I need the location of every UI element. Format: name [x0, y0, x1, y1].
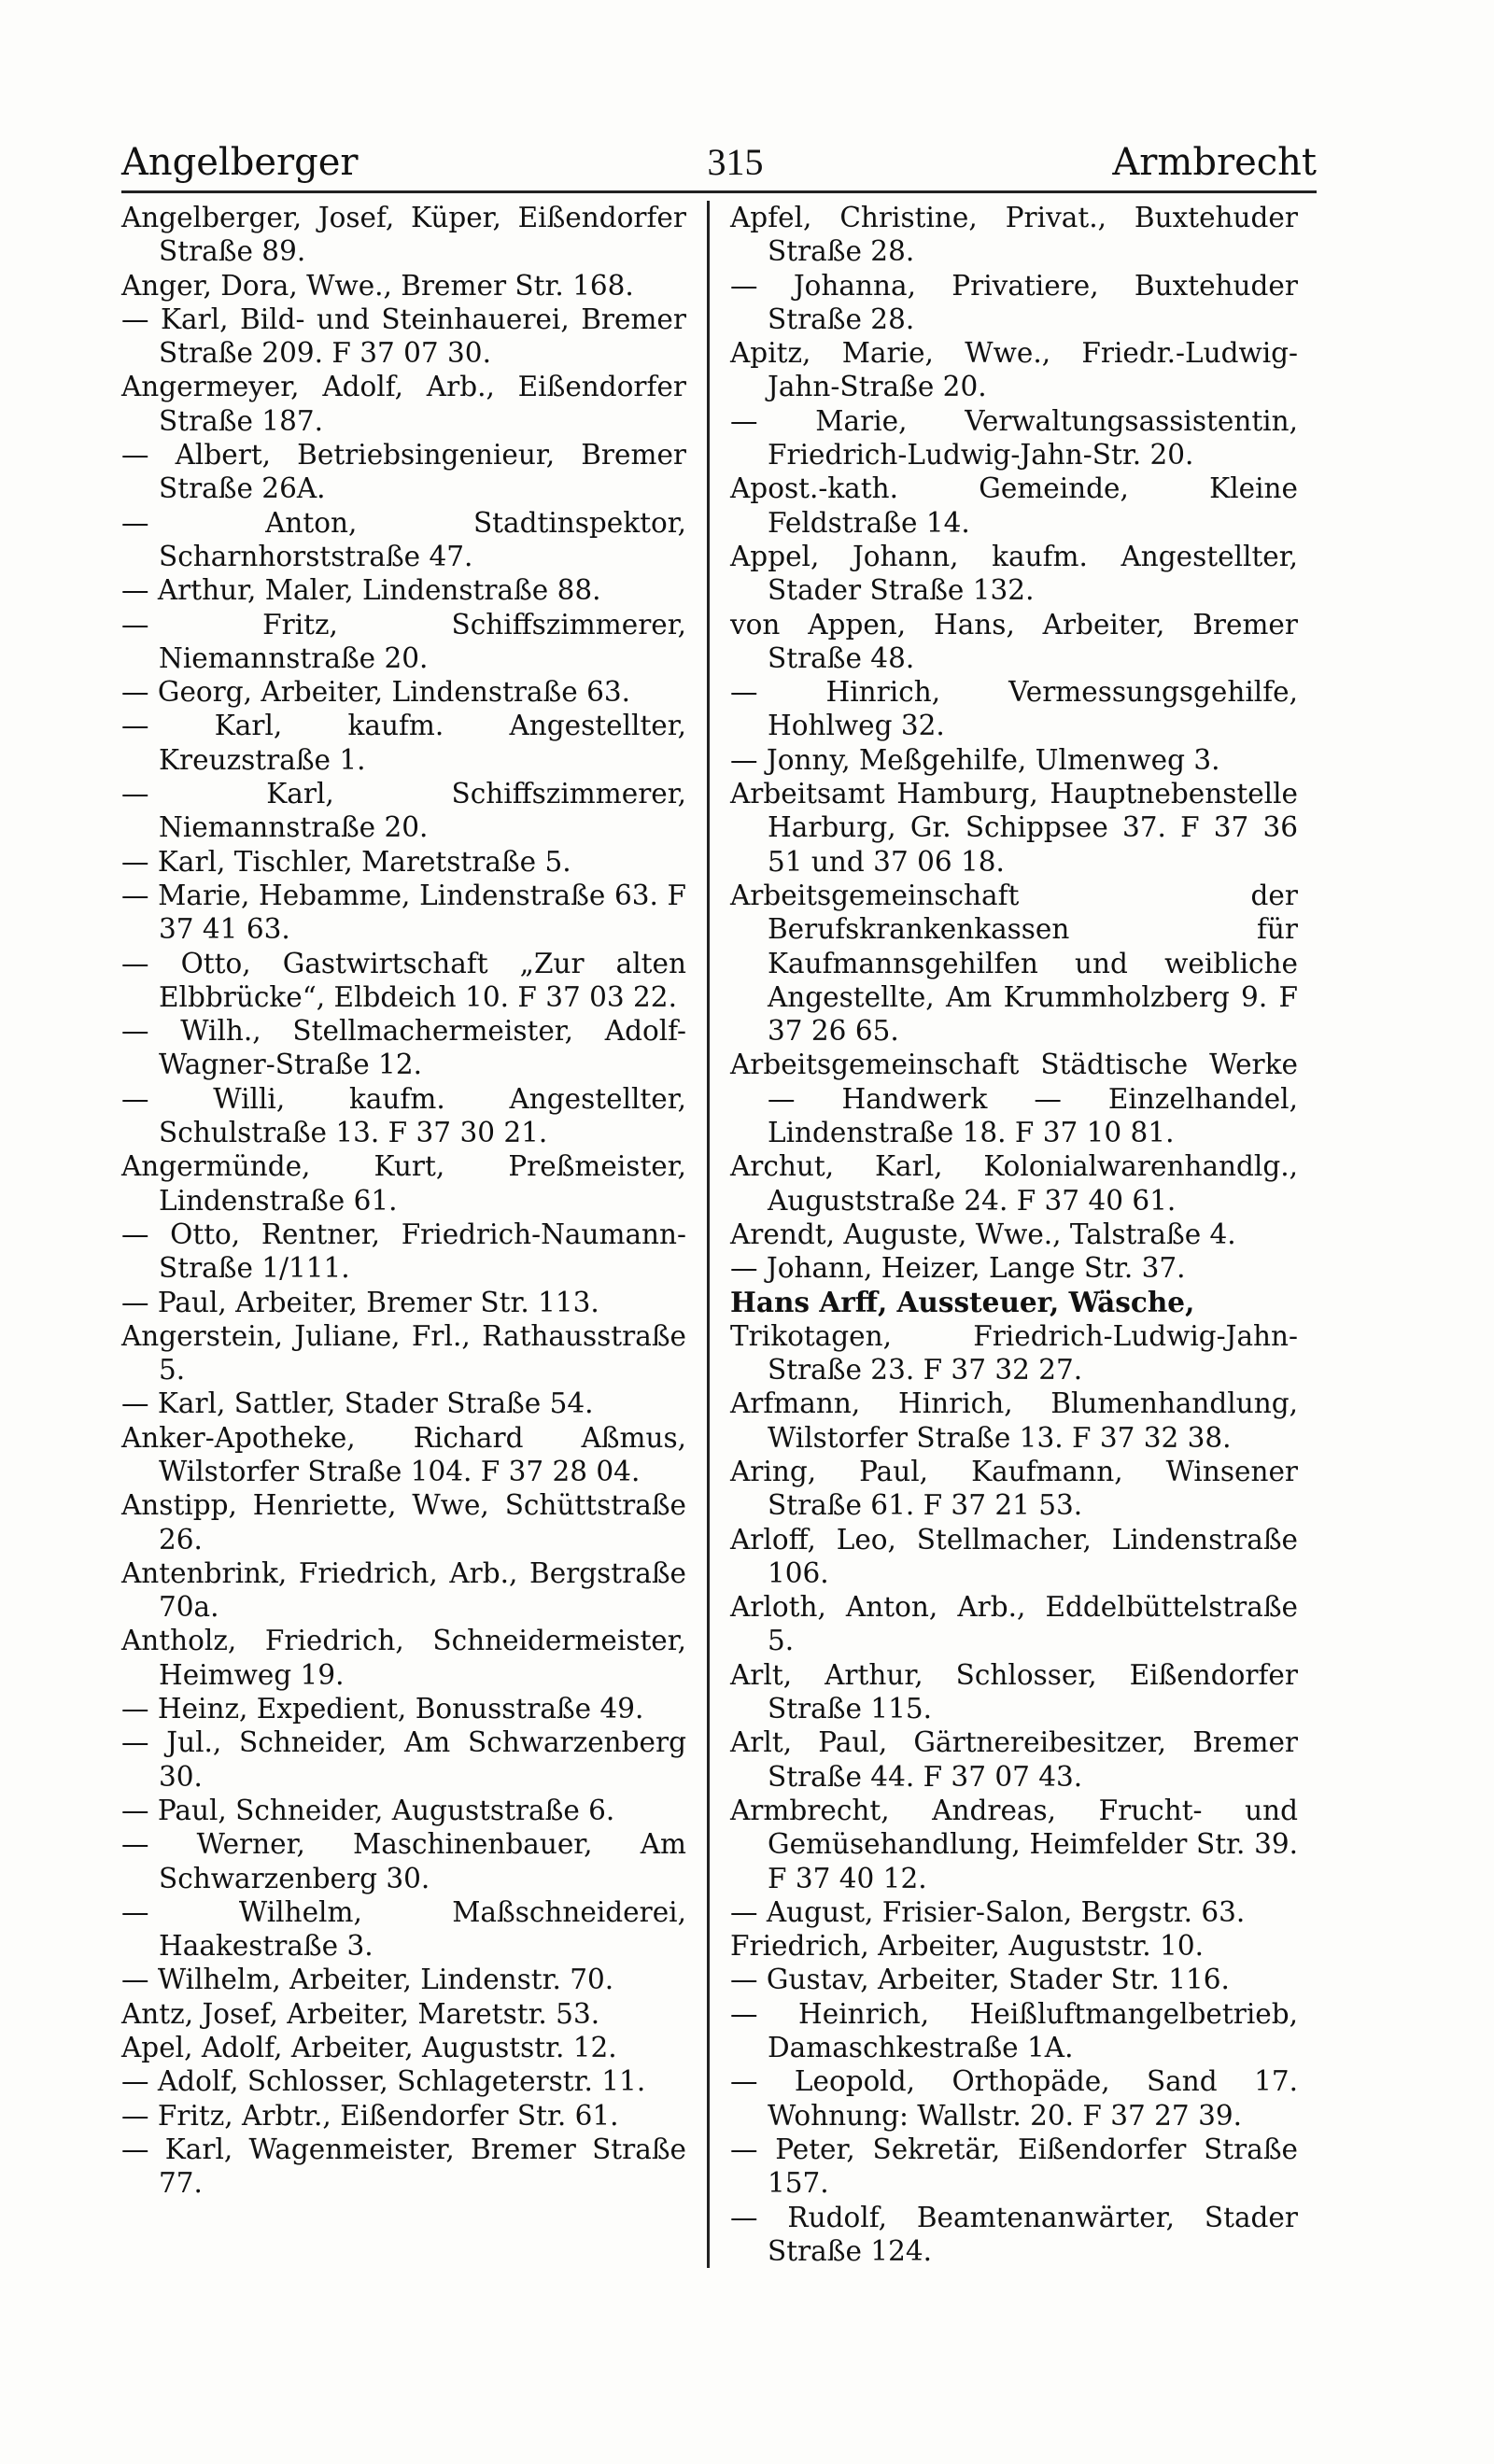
left-column [121, 201, 710, 2268]
directory-entry: Archut, Karl, Kolonialwarenhandlg., Auguststraße 24. F 37 40 61. [730, 1150, 1298, 1217]
directory-entry: Arloth, Anton, Arb., Eddelbüttelstraße 5. [730, 1591, 1298, 1657]
directory-entry: — Otto, Gastwirtschaft „Zur alten Elbbrücke“, Elbdeich 10. F 37 03 22. [121, 947, 686, 1013]
directory-entry: Anger, Dora, Wwe., Bremer Str. 168. [121, 269, 634, 302]
directory-entry: — Paul, Schneider, Auguststraße 6. [121, 1794, 615, 1826]
directory-entry: — Karl, Tischler, Maretstraße 5. [121, 845, 571, 878]
directory-entry: Antholz, Friedrich, Schneidermeister, Heimweg 19. [121, 1625, 686, 1691]
directory-entry: — Wilh., Stellmachermeister, Adolf-Wagner-Straße 12. [121, 1015, 686, 1081]
directory-entry: — Karl, Wagenmeister, Bremer Straße 77. [121, 2133, 686, 2200]
directory-entry: Apost.-kath. Gemeinde, Kleine Feldstraße 14. [730, 472, 1298, 539]
directory-entry: — Heinrich, Heißluftmangelbetrieb, Damaschkestraße 1A. [730, 1997, 1298, 2064]
directory-entry: Friedrich, Arbeiter, Auguststr. 10. [730, 1930, 1204, 1963]
header-right-catchword: Armbrecht [1112, 141, 1317, 184]
directory-entry: Antz, Josef, Arbeiter, Maretstr. 53. [121, 1997, 600, 2030]
directory-entry: — Karl, Schiffszimmerer, Niemannstraße 20. [121, 778, 686, 844]
header-rule [121, 190, 1317, 193]
directory-entry: Arbeitsamt Hamburg, Hauptnebenstelle Harburg, Gr. Schippsee 37. F 37 36 51 und 37 06 18. [730, 778, 1298, 878]
directory-entry: — Arthur, Maler, Lindenstraße 88. [121, 574, 601, 607]
directory-entry: — Wilhelm, Arbeiter, Lindenstr. 70. [121, 1964, 614, 1996]
directory-entry: — Willi, kaufm. Angestellter, Schulstraße 13. F 37 30 21. [121, 1082, 686, 1149]
directory-entry: — Jul., Schneider, Am Schwarzenberg 30. [121, 1726, 686, 1793]
directory-entry: — Adolf, Schlosser, Schlageterstr. 11. [121, 2065, 646, 2098]
directory-entry: Arbeitsgemeinschaft Städtische Werke — Handwerk — Einzelhandel, Lindenstraße 18. F 37 10 81. [730, 1049, 1298, 1149]
directory-entry: Aring, Paul, Kaufmann, Winsener Straße 61. F 37 21 53. [730, 1455, 1298, 1522]
directory-entry: Angerstein, Juliane, Frl., Rathausstraße 5. [121, 1319, 686, 1387]
directory-entry: — August, Frisier-Salon, Bergstr. 63. [730, 1895, 1246, 1928]
directory-entry: — Fritz, Arbtr., Eißendorfer Str. 61. [121, 2099, 619, 2132]
directory-entry: Arlt, Arthur, Schlosser, Eißendorfer Straße 115. [730, 1658, 1298, 1725]
directory-entry: — Peter, Sekretär, Eißendorfer Straße 157. [730, 2133, 1298, 2200]
directory-entry: — Karl, Sattler, Stader Straße 54. [121, 1387, 594, 1420]
directory-entry: — Otto, Rentner, Friedrich-Naumann-Straße 1/111. [121, 1218, 686, 1285]
directory-entry: Arfmann, Hinrich, Blumenhandlung, Wilstorfer Straße 13. F 37 32 38. [730, 1387, 1298, 1454]
directory-entry: — Jonny, Meßgehilfe, Ulmenweg 3. [730, 743, 1220, 776]
directory-entry: — Karl, kaufm. Angestellter, Kreuzstraße 1. [121, 710, 686, 776]
entry-columns [121, 201, 1317, 2268]
directory-entry: Apfel, Christine, Privat., Buxtehuder Straße 28. [730, 202, 1298, 268]
running-head [121, 140, 1317, 190]
directory-entry: — Wilhelm, Maßschneiderei, Haakestraße 3. [121, 1895, 686, 1963]
header-left-catchword: Angelberger [121, 141, 359, 184]
page-number: 315 [707, 141, 764, 183]
directory-entry: Apel, Adolf, Arbeiter, Auguststr. 12. [121, 2032, 617, 2064]
directory-entry: — Marie, Hebamme, Lindenstraße 63. F 37 41 63. [121, 879, 686, 946]
directory-entry: Angermeyer, Adolf, Arb., Eißendorfer Straße 187. [121, 371, 686, 437]
directory-entry: — Leopold, Orthopäde, Sand 17. Wohnung: Wallstr. 20. F 37 27 39. [730, 2065, 1298, 2132]
directory-entry-advertisement: Hans Arff, Aussteuer, Wäsche, [730, 1285, 1195, 1318]
directory-entry: Appel, Johann, kaufm. Angestellter, Stader Straße 132. [730, 540, 1298, 607]
directory-entry: — Albert, Betriebsingenieur, Bremer Straße 26A. [121, 439, 686, 505]
directory-entry: — Paul, Arbeiter, Bremer Str. 113. [121, 1286, 599, 1318]
directory-entry: Angermünde, Kurt, Preßmeister, Lindenstraße 61. [121, 1150, 686, 1217]
directory-entry: — Heinz, Expedient, Bonusstraße 49. [121, 1693, 644, 1725]
directory-entry: Arloff, Leo, Stellmacher, Lindenstraße 106. [730, 1523, 1298, 1589]
directory-entry: Antenbrink, Friedrich, Arb., Bergstraße 70a. [121, 1556, 686, 1624]
directory-entry: — Hinrich, Vermessungsgehilfe, Hohlweg 32. [730, 676, 1298, 742]
directory-entry: Arlt, Paul, Gärtnereibesitzer, Bremer Straße 44. F 37 07 43. [730, 1726, 1298, 1793]
directory-entry: — Fritz, Schiffszimmerer, Niemannstraße 20. [121, 608, 686, 674]
directory-entry: — Johann, Heizer, Lange Str. 37. [730, 1252, 1186, 1285]
directory-entry: Armbrecht, Andreas, Frucht- und Gemüsehandlung, Heimfelder Str. 39. F 37 40 12. [730, 1794, 1298, 1894]
directory-entry: — Rudolf, Beamtenanwärter, Stader Straße 124. [730, 2201, 1298, 2267]
directory-entry: von Appen, Hans, Arbeiter, Bremer Straße 48. [730, 608, 1298, 674]
directory-entry: — Georg, Arbeiter, Lindenstraße 63. [121, 676, 631, 709]
directory-entry: — Karl, Bild- und Steinhauerei, Bremer Straße 209. F 37 07 30. [121, 303, 686, 370]
directory-entry: Anker-Apotheke, Richard Aßmus, Wilstorfer Straße 104. F 37 28 04. [121, 1421, 686, 1487]
directory-entry: Arbeitsgemeinschaft der Berufskrankenkassen für Kaufmannsgehilfen und weibliche Angestellte, Am Krummholzberg 9. F 37 26 65. [730, 879, 1298, 1048]
directory-entry: — Anton, Stadtinspektor, Scharnhorststraße 47. [121, 506, 686, 572]
directory-entry: Arendt, Auguste, Wwe., Talstraße 4. [730, 1218, 1236, 1250]
directory-entry: Apitz, Marie, Wwe., Friedr.-Ludwig-Jahn-Straße 20. [730, 337, 1298, 403]
directory-entry: — Werner, Maschinenbauer, Am Schwarzenberg 30. [121, 1828, 686, 1894]
directory-entry: Trikotagen, Friedrich-Ludwig-Jahn-Straße 23. F 37 32 27. [730, 1319, 1298, 1387]
directory-entry: — Marie, Verwaltungsassistentin, Friedrich-Ludwig-Jahn-Str. 20. [730, 404, 1298, 472]
directory-entry: — Johanna, Privatiere, Buxtehuder Straße 28. [730, 269, 1298, 335]
directory-entry: — Gustav, Arbeiter, Stader Str. 116. [730, 1964, 1230, 1996]
directory-entry: Anstipp, Henriette, Wwe, Schüttstraße 26. [121, 1489, 686, 1556]
right-column [710, 201, 1298, 2268]
directory-entry: Angelberger, Josef, Küper, Eißendorfer Straße 89. [121, 202, 686, 268]
